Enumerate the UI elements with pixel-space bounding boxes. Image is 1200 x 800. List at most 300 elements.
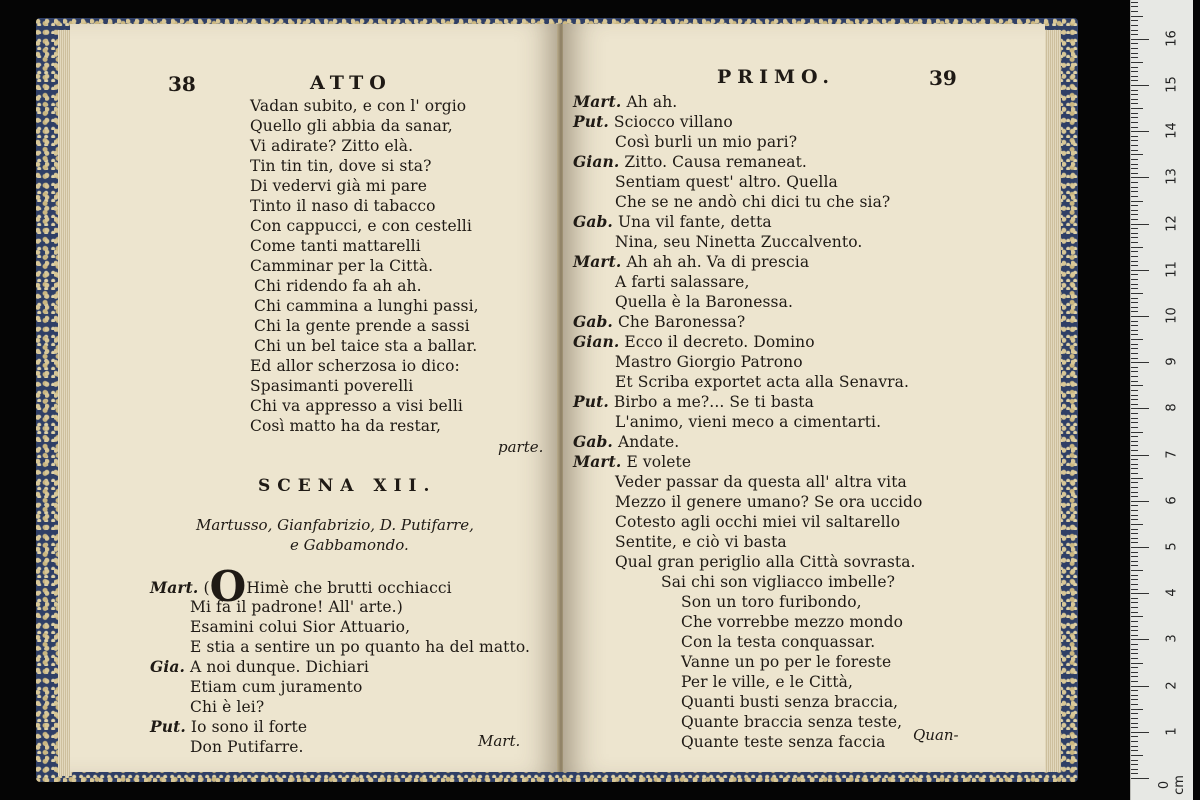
running-head: ATTO <box>310 72 392 94</box>
ruler-tick <box>1131 210 1138 211</box>
dialogue-text: Esamini colui Sior Attuario, <box>190 618 411 636</box>
ruler-tick <box>1131 71 1138 72</box>
dialogue-line <box>681 732 885 752</box>
ruler-tick <box>1131 395 1138 396</box>
dialogue-text: Chi è lei? <box>190 698 265 716</box>
ruler-tick <box>1131 690 1138 691</box>
ruler-tick <box>1131 20 1138 21</box>
dialogue-line <box>573 152 807 172</box>
ruler-tick <box>1131 145 1138 146</box>
dialogue-line <box>573 332 815 352</box>
dialogue-line <box>661 572 895 592</box>
dialogue-text: Etiam cum juramento <box>190 678 363 696</box>
ruler-tick <box>1131 704 1138 705</box>
dialogue-line <box>190 597 403 617</box>
dialogue-line <box>615 232 862 252</box>
ruler-tick <box>1131 695 1138 696</box>
ruler-tick <box>1131 164 1138 165</box>
dialogue-line <box>615 172 838 192</box>
dialogue-line <box>681 612 903 632</box>
ruler-tick <box>1131 214 1138 215</box>
dialogue-line <box>190 697 264 717</box>
speaker-name: Mart. <box>573 92 622 111</box>
ruler-tick <box>1131 649 1138 650</box>
ruler-number: 8 <box>1164 403 1180 413</box>
ruler-tick <box>1131 686 1149 687</box>
dialogue-text: Don Putifarre. <box>190 738 304 756</box>
ruler-tick <box>1131 94 1138 95</box>
verse-line: Come tanti mattarelli <box>250 237 421 255</box>
ruler-tick <box>1131 256 1138 257</box>
ruler-tick <box>1131 76 1138 77</box>
dialogue-text: Qual gran periglio alla Città sovrasta. <box>615 553 916 571</box>
character-list-cont: e Gabbamondo. <box>290 536 409 554</box>
ruler-tick <box>1131 515 1138 516</box>
ruler-tick <box>1131 584 1138 585</box>
ruler-tick <box>1131 644 1138 645</box>
ruler-tick <box>1131 602 1138 603</box>
dialogue-line <box>681 592 862 612</box>
verse-line: Quello gli abbia da sanar, <box>250 117 453 135</box>
dialogue-text: E stia a sentire un po quanto ha del matto. <box>190 638 531 656</box>
drop-cap: O <box>209 562 247 611</box>
ruler-tick <box>1131 108 1143 109</box>
ruler-tick <box>1131 279 1138 280</box>
dialogue-line <box>615 192 890 212</box>
ruler-tick <box>1131 630 1138 631</box>
ruler-tick <box>1131 626 1138 627</box>
ruler-tick <box>1131 233 1138 234</box>
ruler-number: 6 <box>1164 496 1180 505</box>
dialogue-line <box>615 472 907 492</box>
ruler-tick <box>1131 713 1138 714</box>
verse-line: Ed allor scherzosa io dico: <box>250 357 460 375</box>
dialogue-text: Che se ne andò chi dici tu che sia? <box>615 193 891 211</box>
dialogue-line <box>573 212 772 232</box>
ruler-tick <box>1131 53 1138 54</box>
speaker-name: Gian. <box>573 332 620 351</box>
ruler-tick <box>1131 62 1143 63</box>
ruler-tick <box>1131 778 1149 779</box>
dialogue-line <box>190 637 530 657</box>
dialogue-line <box>681 672 853 692</box>
ruler-tick <box>1131 159 1138 160</box>
ruler-number: 16 <box>1164 30 1180 47</box>
dialogue-line <box>615 412 881 432</box>
ruler-tick <box>1131 381 1138 382</box>
verse-line: Tinto il naso di tabacco <box>250 197 436 215</box>
ruler-tick <box>1131 99 1138 100</box>
dialogue-line <box>573 92 677 112</box>
dialogue-text: Ecco il decreto. Domino <box>624 333 815 351</box>
ruler-tick <box>1131 321 1138 322</box>
ruler-tick <box>1131 385 1143 386</box>
dialogue-line <box>681 692 898 712</box>
ruler-tick <box>1131 519 1138 520</box>
ruler-tick <box>1131 103 1138 104</box>
ruler-tick <box>1131 205 1138 206</box>
ruler-tick <box>1131 672 1138 673</box>
dialogue-text: Zitto. Causa remaneat. <box>624 153 807 171</box>
ruler-tick <box>1131 658 1138 659</box>
ruler-tick <box>1131 353 1138 354</box>
dialogue-text: Andate. <box>617 433 680 451</box>
ruler-tick <box>1131 237 1138 238</box>
ruler-tick <box>1131 293 1143 294</box>
ruler-tick <box>1131 723 1138 724</box>
ruler-tick <box>1131 242 1138 243</box>
ruler-tick <box>1131 367 1138 368</box>
ruler-tick <box>1131 57 1138 58</box>
ruler-tick <box>1131 445 1138 446</box>
ruler-tick <box>1131 529 1138 530</box>
ruler-tick <box>1131 436 1138 437</box>
ruler-tick <box>1131 117 1138 118</box>
dialogue-line <box>615 372 909 392</box>
dialogue-text: Sai chi son vigliacco imbelle? <box>661 573 896 591</box>
ruler-tick <box>1131 150 1138 151</box>
page-edges-right <box>1045 30 1061 772</box>
speaker-name: Gian. <box>573 152 620 171</box>
ruler-tick <box>1131 136 1138 137</box>
ruler-tick <box>1131 274 1138 275</box>
ruler-tick <box>1131 741 1138 742</box>
ruler-tick <box>1131 270 1149 271</box>
dialogue-line: Mart. (OHimè che brutti occhiacci <box>150 562 452 611</box>
ruler-tick <box>1131 48 1138 49</box>
ruler-tick <box>1131 154 1143 155</box>
ruler-number: 7 <box>1164 449 1180 459</box>
ruler-tick <box>1131 16 1143 17</box>
dialogue-text: L'animo, vieni meco a cimentarti. <box>615 413 882 431</box>
ruler-tick <box>1131 251 1138 252</box>
ruler-tick <box>1131 676 1138 677</box>
ruler-tick <box>1131 43 1138 44</box>
ruler-number: 4 <box>1164 588 1180 597</box>
ruler-tick <box>1131 325 1138 326</box>
verse-line: Tin tin tin, dove si sta? <box>250 157 432 175</box>
ruler-number: 12 <box>1164 214 1180 232</box>
ruler-tick <box>1131 288 1138 289</box>
verse-line: Chi ridendo fa ah ah. <box>254 277 422 295</box>
ruler-tick <box>1131 427 1138 428</box>
ruler-tick <box>1131 30 1138 31</box>
ruler-tick <box>1131 455 1149 456</box>
ruler-tick <box>1131 746 1138 747</box>
ruler-tick <box>1131 561 1138 562</box>
dialogue-line <box>615 132 797 152</box>
ruler-number: 14 <box>1164 122 1180 139</box>
ruler-tick <box>1131 358 1138 359</box>
ruler-tick <box>1131 348 1138 349</box>
ruler-tick <box>1131 718 1138 719</box>
ruler-tick <box>1131 482 1138 483</box>
character-list: Martusso, Gianfabrizio, D. Putifarre, <box>196 516 474 534</box>
ruler-tick <box>1131 265 1138 266</box>
ruler-tick <box>1131 316 1149 317</box>
ruler-tick <box>1131 450 1138 451</box>
ruler-tick <box>1131 639 1149 640</box>
ruler-tick <box>1131 750 1138 751</box>
dialogue-line <box>615 352 803 372</box>
ruler-tick <box>1131 2 1138 3</box>
ruler-tick <box>1131 85 1149 86</box>
ruler-number: 3 <box>1164 634 1180 644</box>
ruler-tick <box>1131 39 1149 40</box>
dialogue-text: Per le ville, e le Città, <box>681 673 854 691</box>
ruler-tick <box>1131 533 1138 534</box>
ruler-tick <box>1131 34 1138 35</box>
page-number: 39 <box>929 66 957 90</box>
ruler-tick <box>1131 464 1138 465</box>
ruler-tick <box>1131 755 1143 756</box>
dialogue-text: Una vil fante, detta <box>617 213 772 231</box>
verse-line: Di vedervi già mi pare <box>250 177 427 195</box>
ruler-number: 1 <box>1164 727 1180 736</box>
dialogue-text: Ah ah. <box>626 93 678 111</box>
verse-line: Chi la gente prende a sassi <box>254 317 470 335</box>
ruler-tick <box>1131 261 1138 262</box>
dialogue-text: Quanti busti senza braccia, <box>681 693 899 711</box>
dialogue-line <box>615 292 793 312</box>
ruler-tick <box>1131 570 1143 571</box>
ruler-tick <box>1131 542 1138 543</box>
dialogue-text: Birbo a me?... Se ti basta <box>613 393 814 411</box>
ruler-number: 10 <box>1164 307 1180 324</box>
ruler-tick <box>1131 339 1143 340</box>
dialogue-text: Himè che brutti occhiacci <box>246 579 452 597</box>
ruler-number: 13 <box>1164 168 1180 186</box>
ruler-tick <box>1131 298 1138 299</box>
dialogue-text: Veder passar da questa all' altra vita <box>615 473 907 491</box>
dialogue-text: Con la testa conquassar. <box>681 633 876 651</box>
ruler-tick <box>1131 191 1138 192</box>
dialogue-text: Che Baronessa? <box>617 313 746 331</box>
dialogue-text: Io sono il forte <box>190 718 308 736</box>
speaker-name: Mart. <box>573 452 622 471</box>
ruler-tick <box>1131 432 1143 433</box>
speaker-name: Mart. <box>573 252 622 271</box>
dialogue-line <box>190 737 304 757</box>
ruler-tick <box>1131 441 1138 442</box>
ruler-tick <box>1131 224 1149 225</box>
verse-line: Chi va appresso a visi belli <box>250 397 463 415</box>
ruler-tick <box>1131 612 1138 613</box>
ruler-tick <box>1131 408 1149 409</box>
ruler-tick <box>1131 284 1138 285</box>
dialogue-text: Che vorrebbe mezzo mondo <box>681 613 904 631</box>
ruler-tick <box>1131 196 1138 197</box>
ruler-tick <box>1131 593 1149 594</box>
ruler-tick <box>1131 362 1149 363</box>
ruler-tick <box>1131 616 1143 617</box>
ruler-tick <box>1131 589 1138 590</box>
dialogue-text: Mastro Giorgio Patrono <box>615 353 803 371</box>
dialogue-line <box>190 677 362 697</box>
ruler-tick <box>1131 459 1138 460</box>
dialogue-text: Sciocco villano <box>613 113 733 131</box>
dialogue-line <box>573 392 814 412</box>
ruler-tick <box>1131 371 1138 372</box>
ruler-tick <box>1131 25 1138 26</box>
dialogue-line <box>573 432 679 452</box>
ruler-tick <box>1131 131 1149 132</box>
verse-line: Chi cammina a lunghi passi, <box>254 297 479 315</box>
ruler-tick <box>1131 344 1138 345</box>
ruler-tick <box>1131 390 1138 391</box>
ruler-tick <box>1131 496 1138 497</box>
dialogue-line <box>615 552 916 572</box>
ruler-tick <box>1131 764 1138 765</box>
ruler-tick <box>1131 579 1138 580</box>
dialogue-line <box>190 617 410 637</box>
ruler-tick <box>1131 311 1138 312</box>
ruler-tick <box>1131 201 1143 202</box>
dialogue-text: Sentite, e ciò vi basta <box>615 533 787 551</box>
ruler-tick <box>1131 413 1138 414</box>
ruler-tick <box>1131 699 1138 700</box>
catchword: Quan- <box>913 726 959 744</box>
ruler-tick <box>1131 177 1149 178</box>
left-page <box>70 24 560 772</box>
ruler-tick <box>1131 80 1138 81</box>
ruler-tick <box>1131 538 1138 539</box>
dialogue-text: A farti salassare, <box>615 273 750 291</box>
dialogue-text: Et Scriba exportet acta alla Senavra. <box>615 373 910 391</box>
ruler-tick <box>1131 635 1138 636</box>
speaker-name: Gia. <box>150 657 185 676</box>
verse-line: Così matto ha da restar, <box>250 417 441 435</box>
ruler-tick <box>1131 473 1138 474</box>
ruler-tick <box>1131 727 1138 728</box>
dialogue-text: Nina, seu Ninetta Zuccalvento. <box>615 233 863 251</box>
ruler-tick <box>1131 621 1138 622</box>
ruler-tick <box>1131 501 1149 502</box>
ruler-tick <box>1131 422 1138 423</box>
ruler-number: 9 <box>1164 357 1180 366</box>
ruler-tick <box>1131 90 1138 91</box>
ruler-tick <box>1131 681 1138 682</box>
dialogue-line <box>615 272 749 292</box>
ruler-tick <box>1131 736 1138 737</box>
ruler-tick <box>1131 653 1138 654</box>
verse-line: Vi adirate? Zitto elà. <box>250 137 414 155</box>
ruler-tick <box>1131 478 1143 479</box>
dialogue-line <box>573 112 733 132</box>
dialogue-text: Son un toro furibondo, <box>681 593 862 611</box>
ruler-number: 2 <box>1164 680 1180 690</box>
dialogue-line <box>573 312 745 332</box>
ruler-tick <box>1131 556 1138 557</box>
verse-line: Con cappucci, e con cestelli <box>250 217 472 235</box>
ruler-tick <box>1131 219 1138 220</box>
ruler-tick <box>1131 769 1138 770</box>
ruler-tick <box>1131 399 1138 400</box>
dialogue-text: Quante braccia senza teste, <box>681 713 903 731</box>
ruler-tick <box>1131 247 1143 248</box>
speaker-name: Gab. <box>573 432 613 451</box>
ruler-tick <box>1131 760 1138 761</box>
ruler-tick <box>1131 173 1138 174</box>
ruler-tick <box>1131 6 1138 7</box>
ruler-tick <box>1131 510 1138 511</box>
verse-line: Spasimanti poverelli <box>250 377 414 395</box>
page-number: 38 <box>168 72 196 96</box>
right-page <box>563 24 1045 772</box>
dialogue-line <box>615 512 900 532</box>
verse-line: Vadan subito, e con l' orgio <box>250 97 467 115</box>
ruler-tick <box>1131 663 1143 664</box>
dialogue-text: Cotesto agli occhi miei vil saltarello <box>615 513 901 531</box>
dialogue-text: Ah ah ah. Va di prescia <box>626 253 810 271</box>
dialogue-text: A noi dunque. Dichiari <box>190 658 369 676</box>
ruler-tick <box>1131 732 1149 733</box>
ruler-tick <box>1131 307 1138 308</box>
dialogue-text: E volete <box>626 453 692 471</box>
ruler-tick <box>1131 228 1138 229</box>
ruler-tick <box>1131 418 1138 419</box>
ruler-tick <box>1131 140 1138 141</box>
running-head: PRIMO. <box>717 66 836 88</box>
speaker-name: Mart. <box>150 578 199 597</box>
ruler-tick <box>1131 598 1138 599</box>
measurement-ruler <box>1130 0 1193 800</box>
dialogue-text: Così burli un mio pari? <box>615 133 798 151</box>
dialogue-line <box>681 632 875 652</box>
ruler-tick <box>1131 168 1138 169</box>
dialogue-line <box>150 657 369 677</box>
ruler-tick <box>1131 667 1138 668</box>
ruler-tick <box>1131 122 1138 123</box>
dialogue-line <box>573 452 691 472</box>
ruler-tick <box>1131 376 1138 377</box>
ruler-tick <box>1131 607 1138 608</box>
dialogue-text: Quante teste senza faccia <box>681 733 886 751</box>
speaker-name: Put. <box>573 112 609 131</box>
ruler-number: 11 <box>1164 261 1180 278</box>
dialogue-text: Quella è la Baronessa. <box>615 293 793 311</box>
ruler-number: 0 cm <box>1157 775 1187 795</box>
speaker-name: Put. <box>150 717 186 736</box>
speaker-name: Gab. <box>573 312 613 331</box>
ruler-tick <box>1131 487 1138 488</box>
verse-line: Chi un bel taice sta a ballar. <box>254 337 478 355</box>
scene-title: SCENA XII. <box>258 476 437 496</box>
ruler-tick <box>1131 404 1138 405</box>
dialogue-text: Vanne un po per le foreste <box>681 653 892 671</box>
dialogue-text: Sentiam quest' altro. Quella <box>615 173 838 191</box>
speaker-name: Gab. <box>573 212 613 231</box>
dialogue-line <box>681 712 902 732</box>
speaker-name: Put. <box>573 392 609 411</box>
ruler-tick <box>1131 334 1138 335</box>
catchword: Mart. <box>478 732 521 750</box>
exit-direction: parte. <box>498 438 544 456</box>
dialogue-line <box>615 492 923 512</box>
ruler-tick <box>1131 187 1138 188</box>
dialogue-text: Mi fa il padrone! All' arte.) <box>190 598 403 616</box>
dialogue-text: Mezzo il genere umano? Se ora uccido <box>615 493 923 511</box>
dialogue-line <box>681 652 891 672</box>
ruler-tick <box>1131 505 1138 506</box>
verse-line: Camminar per la Città. <box>250 257 434 275</box>
ruler-tick <box>1131 127 1138 128</box>
ruler-tick <box>1131 524 1143 525</box>
ruler-tick <box>1131 575 1138 576</box>
ruler-tick <box>1131 113 1138 114</box>
ruler-tick <box>1131 773 1138 774</box>
ruler-tick <box>1131 547 1149 548</box>
